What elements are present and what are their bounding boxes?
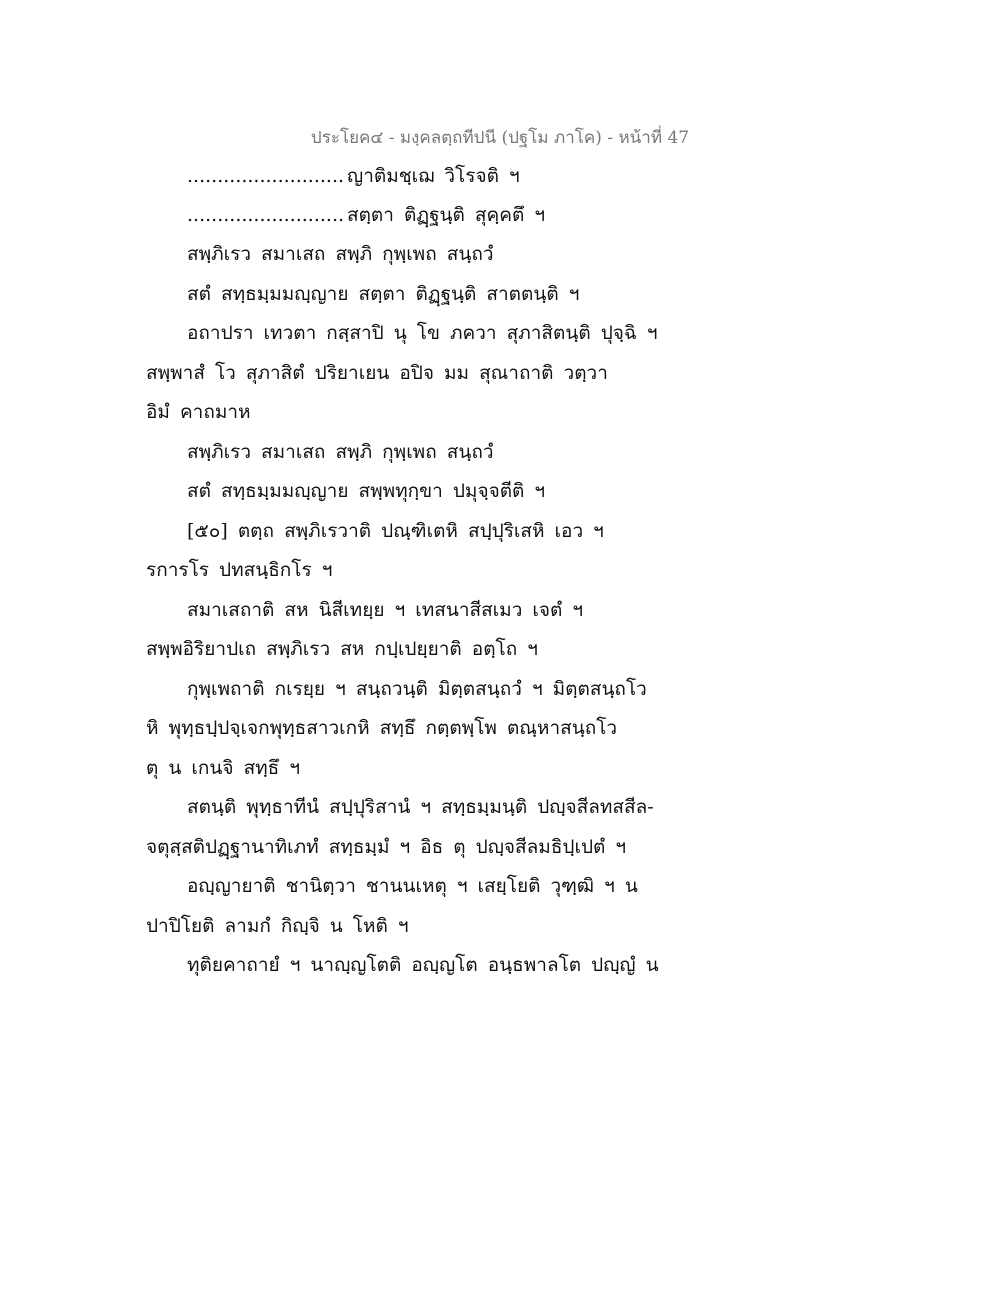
text-line: อถาปรา เทวตา กสฺสาปิ นุ โข ภควา สุภาสิตนฺติ ปุจฺฉิ ฯ [187, 322, 658, 344]
text-line: ทุติยคาถายํ ฯ นาญฺญโตติ อญฺญโต อนฺธพาลโต ปญฺญํ น [187, 954, 659, 976]
text-line: สพฺภิเรว สมาเสถ สพฺภิ กุพฺเพถ สนฺถวํ [187, 243, 494, 265]
line-text: สตฺตา ติฏฺฐนฺติ สุคฺคตึ ฯ [347, 204, 545, 226]
ellipsis-placeholder: .......................... [187, 204, 345, 226]
text-line: สตนฺติ พุทฺธาทีนํ สปฺปุริสานํ ฯ สทฺธมฺมนฺติ ปญฺจสีลทสสีล- [187, 796, 654, 818]
text-line [187, 202, 545, 228]
text-line: สมาเสถาติ สห นิสีเทยฺย ฯ เทสนาสีสเมว เจตํ ฯ [187, 599, 584, 621]
text-line: อญฺญายาติ ชานิตฺวา ชานนเหตุ ฯ เสยฺโยติ วุฑฺฒิ ฯ น [187, 875, 638, 897]
page-header: ประโยค๔ - มงฺคลตฺถทีปนี (ปฐโม ภาโค) - หน้าที่ 47 [310, 128, 690, 148]
text-line: สตํ สทฺธมฺมมญฺญาย สพฺพทุกฺขา ปมุจฺจตีติ ฯ [187, 480, 546, 502]
text-line: ตุ น เกนจิ สทฺธึ ฯ [146, 757, 300, 779]
line-text: ญาติมชฺเฌ วิโรจติ ฯ [347, 165, 520, 187]
text-line: ปาปิโยติ ลามกํ กิญฺจิ น โหติ ฯ [146, 915, 409, 937]
text-line: หิ พุทฺธปฺปจฺเจกพุทฺธสาวเกหิ สทฺธึ กตฺตพฺโพ ตณฺหาสนฺถโว [146, 717, 618, 739]
text-line: รการโร ปทสนฺธิกโร ฯ [146, 559, 333, 581]
text-line: กุพฺเพถาติ กเรยฺย ฯ สนฺถวนฺติ มิตฺตสนฺถวํ ฯ มิตฺตสนฺถโว [187, 678, 647, 700]
text-line: สพฺพาสํ โว สุภาสิตํ ปริยาเยน อปิจ มม สุณาถาติ วตฺวา [146, 362, 608, 384]
text-line: [๕๐] ตตฺถ สพฺภิเรวาติ ปณฺฑิเตหิ สปฺปุริเสหิ เอว ฯ [187, 520, 604, 542]
ellipsis-placeholder: .......................... [187, 165, 345, 187]
text-line: สพฺพอิริยาปเถ สพฺภิเรว สห กปฺเปยฺยาติ อตฺโถ ฯ [146, 638, 538, 660]
text-line: สพฺภิเรว สมาเสถ สพฺภิ กุพฺเพถ สนฺถวํ [187, 441, 494, 463]
text-line: จตุสฺสติปฏฺฐานาทิเภทํ สทฺธมฺมํ ฯ อิธ ตุ ปญฺจสีลมธิปฺเปตํ ฯ [146, 836, 627, 858]
text-line [187, 163, 520, 189]
text-line: อิมํ คาถมาห [146, 401, 251, 423]
text-line: สตํ สทฺธมฺมมญฺญาย สตฺตา ติฏฺฐนฺติ สาตตนฺติ ฯ [187, 283, 580, 305]
